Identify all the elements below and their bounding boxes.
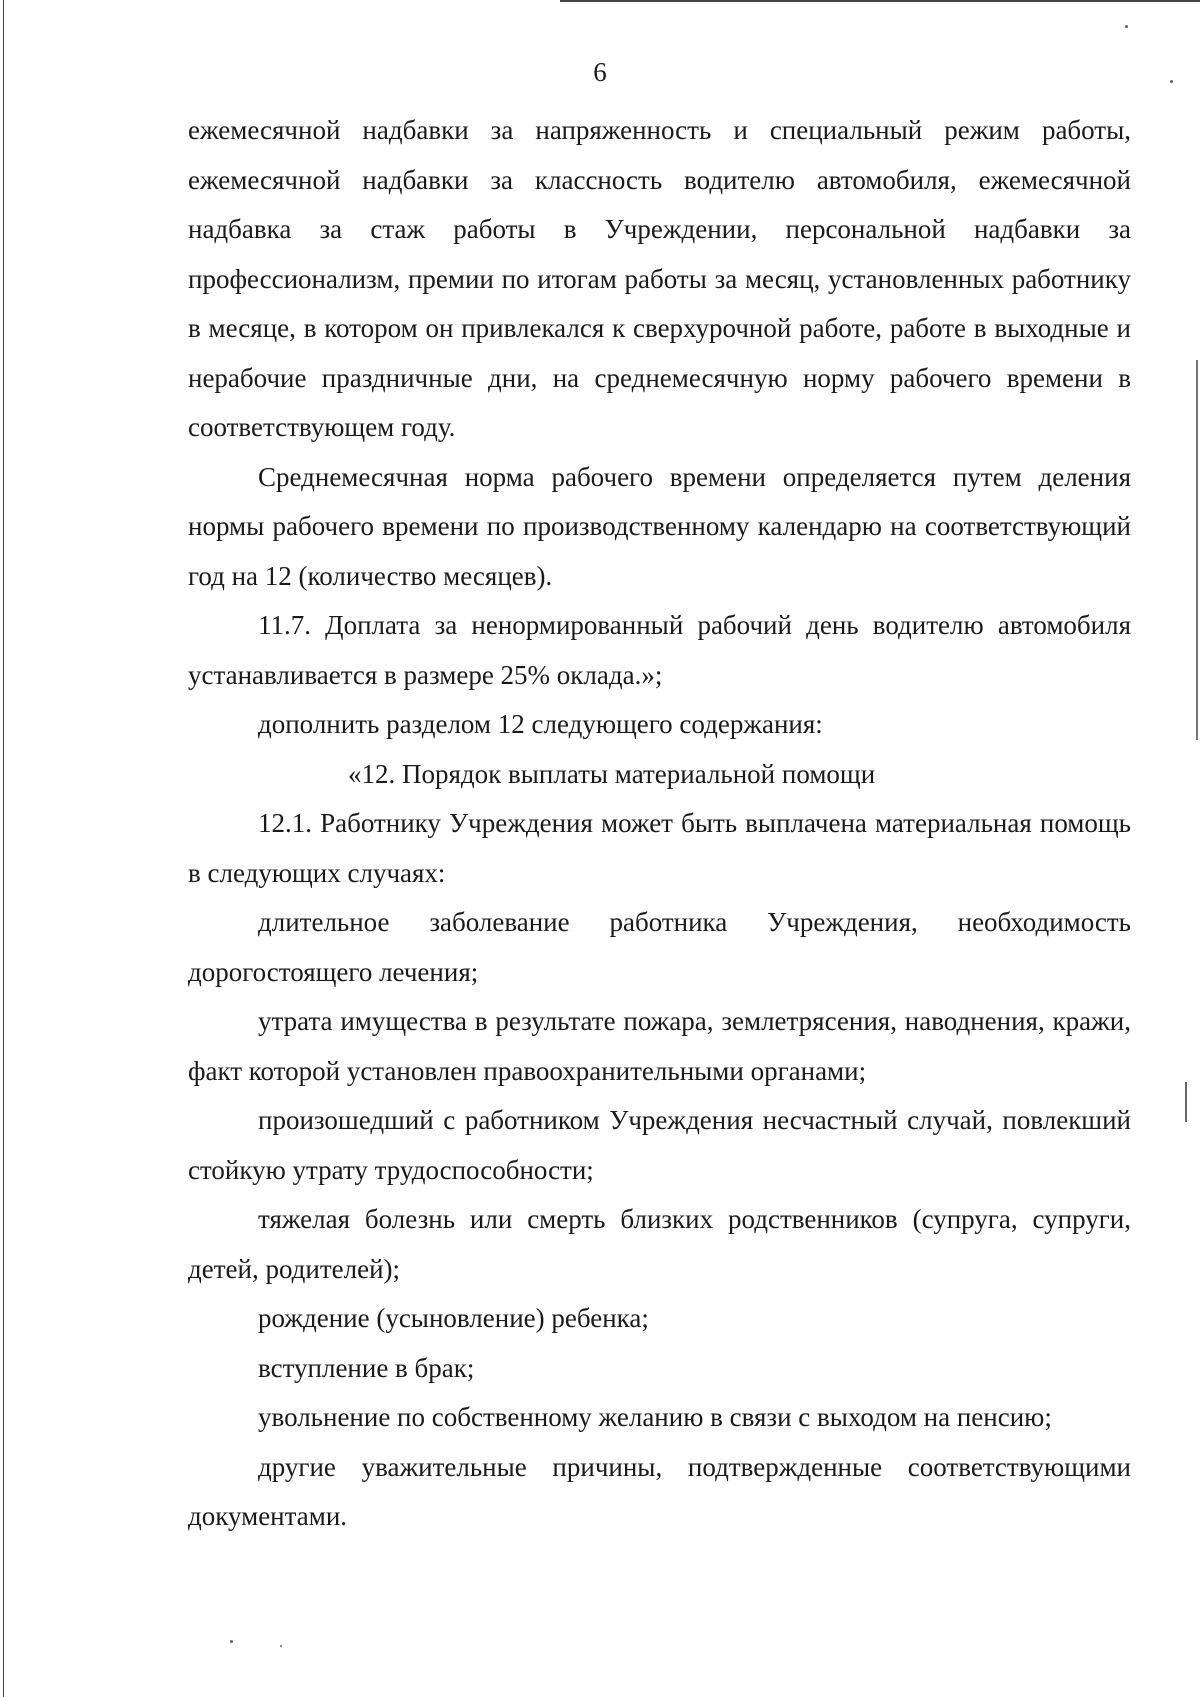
paragraph-11-7: 11.7. Доплата за ненормированный рабочий день водителю автомобиля устанавливается в размере 25% оклада.»; bbox=[188, 610, 1131, 690]
section-heading-12: «12. Порядок выплаты материальной помощи bbox=[348, 758, 876, 789]
scan-speck bbox=[1125, 25, 1128, 28]
list-item-marriage: вступление в брак; bbox=[258, 1352, 475, 1383]
list-item-accident: произошедший с работником Учреждения несчастный случай, повлекший стойкую утрату трудоспособности; bbox=[188, 1105, 1131, 1185]
scan-edge-line-top bbox=[560, 0, 1200, 2]
paragraph-12-1: 12.1. Работнику Учреждения может быть выплачена материальная помощь в следующих случаях: bbox=[188, 808, 1131, 888]
page-number: 6 bbox=[593, 57, 607, 87]
scan-speck bbox=[1185, 1082, 1187, 1122]
document-body bbox=[188, 106, 1131, 1542]
paragraph-norm-definition: Среднемесячная норма рабочего времени определяется путем деления нормы рабочего времени по производственному календарю на соответствующий год на 12 (количество месяцев). bbox=[188, 461, 1131, 591]
list-item-retirement: увольнение по собственному желанию в связи с выходом на пенсию; bbox=[258, 1402, 1052, 1432]
list-item-childbirth: рождение (усыновление) ребенка; bbox=[258, 1303, 649, 1333]
scan-speck bbox=[280, 1645, 282, 1647]
list-item-property-loss: утрата имущества в результате пожара, землетрясения, наводнения, кражи, факт которой установлен правоохранительными органами; bbox=[188, 1006, 1131, 1086]
scan-edge-line-right bbox=[1196, 360, 1198, 740]
list-item-illness: длительное заболевание работника Учреждения, необходимость дорогостоящего лечения; bbox=[188, 907, 1131, 987]
paragraph-amendment-intro: дополнить разделом 12 следующего содержания: bbox=[258, 709, 823, 739]
paragraph-continuation: ежемесячной надбавки за напряженность и специальный режим работы, ежемесячной надбавки за классность водителю автомобиля, ежемесячной надбавка за стаж работы в Учреждении, персональной надбавки за профессионализм, премии по итогам работы за месяц, установленных работнику в месяце, в котором он привлекался к сверхурочной работе, работе в выходные и нерабочие праздничные дни, на среднемесячную норму рабочего времени в соответствующем году. bbox=[188, 115, 1131, 442]
list-item-other-reasons: другие уважительные причины, подтвержденные соответствующими документами. bbox=[188, 1451, 1131, 1531]
scan-speck bbox=[230, 1640, 233, 1643]
list-item-relative-illness: тяжелая болезнь или смерть близких родственников (супруга, супруги, детей, родителей); bbox=[188, 1204, 1131, 1284]
scan-edge-line-left bbox=[3, 0, 4, 1697]
